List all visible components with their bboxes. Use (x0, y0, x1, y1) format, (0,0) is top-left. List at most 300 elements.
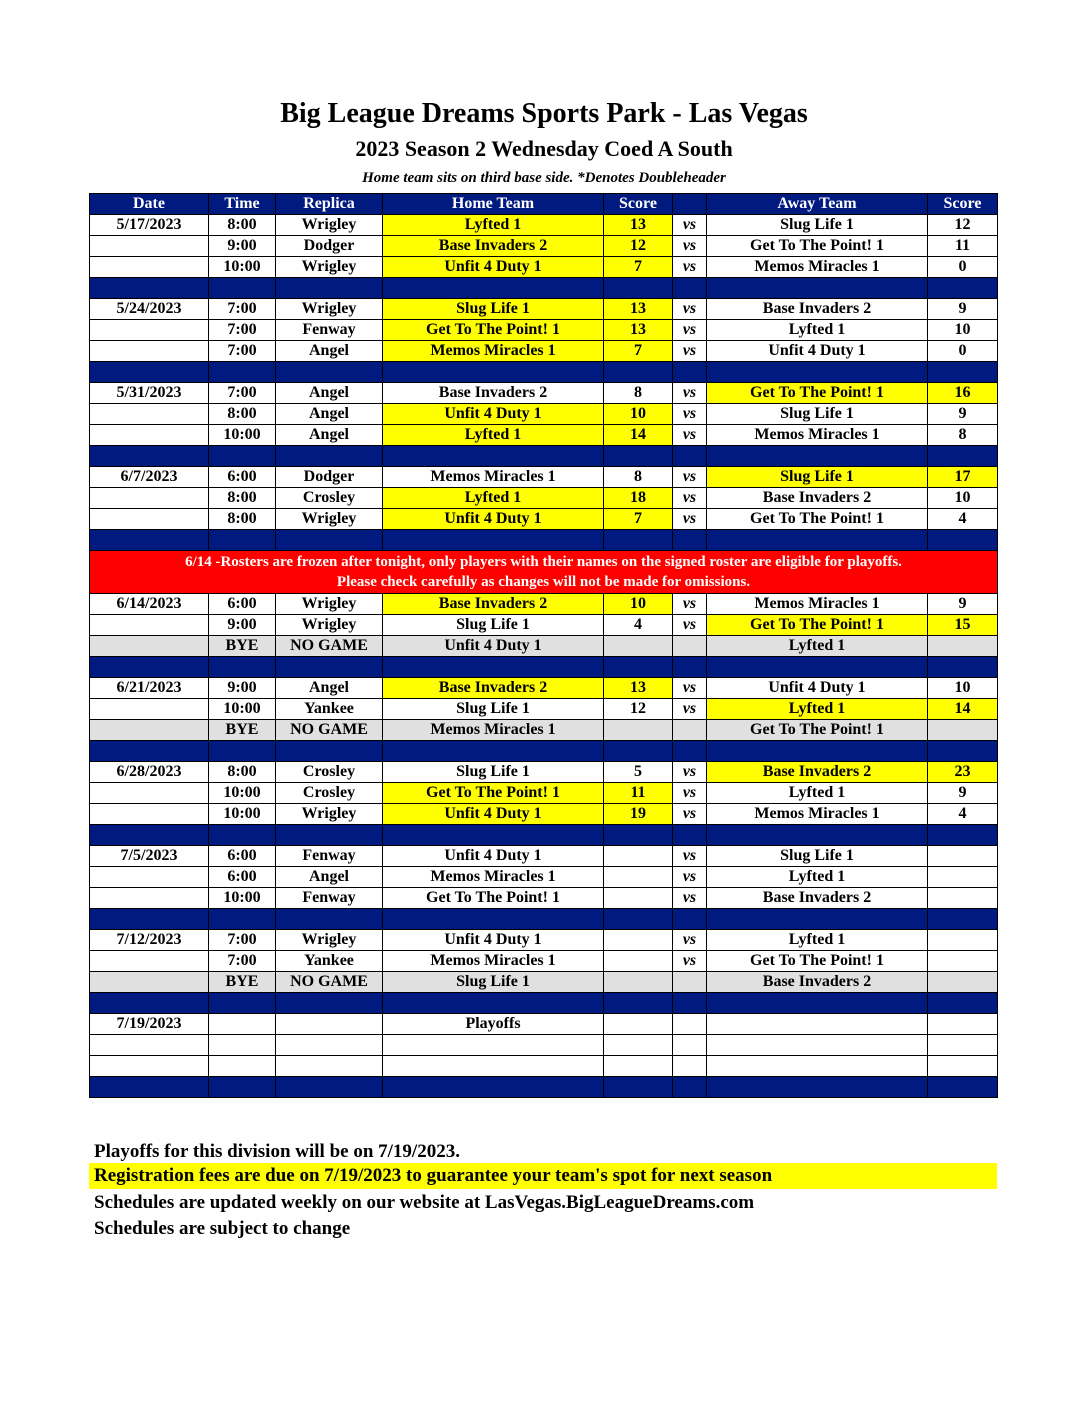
away-score-cell: 11 (928, 236, 998, 257)
separator-cell (276, 362, 383, 383)
separator-cell (383, 909, 604, 930)
away-team-cell: Memos Miracles 1 (707, 804, 928, 825)
separator-cell (276, 993, 383, 1014)
home-team-cell: Unfit 4 Duty 1 (383, 404, 604, 425)
date-cell (90, 888, 209, 909)
separator-cell (383, 446, 604, 467)
time-cell: 8:00 (209, 762, 276, 783)
home-score-cell: 8 (604, 383, 673, 404)
away-team-cell: Get To The Point! 1 (707, 236, 928, 257)
separator-cell (209, 1077, 276, 1098)
home-team-cell: Get To The Point! 1 (383, 320, 604, 341)
roster-notice (90, 551, 998, 594)
date-cell (90, 488, 209, 509)
away-score-cell: 17 (928, 467, 998, 488)
table-row (90, 509, 998, 530)
home-team-cell: Lyfted 1 (383, 425, 604, 446)
time-cell: 7:00 (209, 930, 276, 951)
separator-cell (673, 362, 707, 383)
home-score-cell (604, 846, 673, 867)
home-score-cell (604, 1035, 673, 1056)
away-team-cell: Slug Life 1 (707, 215, 928, 236)
away-team-cell: Base Invaders 2 (707, 888, 928, 909)
vs-cell: vs (673, 299, 707, 320)
time-cell: 6:00 (209, 867, 276, 888)
time-cell: 6:00 (209, 846, 276, 867)
date-cell: 7/5/2023 (90, 846, 209, 867)
separator-cell (928, 446, 998, 467)
separator-cell (276, 278, 383, 299)
away-team-cell: Memos Miracles 1 (707, 257, 928, 278)
away-team-cell (707, 1014, 928, 1035)
table-row (90, 678, 998, 699)
table-row (90, 467, 998, 488)
home-score-cell: 11 (604, 783, 673, 804)
time-cell: 8:00 (209, 488, 276, 509)
separator-cell (209, 825, 276, 846)
week-separator (90, 909, 998, 930)
separator-cell (673, 278, 707, 299)
table-row (90, 972, 998, 993)
home-score-cell: 19 (604, 804, 673, 825)
separator-cell (673, 993, 707, 1014)
replica-cell: NO GAME (276, 720, 383, 741)
vs-cell (673, 1035, 707, 1056)
away-team-cell: Get To The Point! 1 (707, 615, 928, 636)
separator-cell (276, 657, 383, 678)
footer-registration: Registration fees are due on 7/19/2023 to guarantee your team's spot for next season (89, 1163, 997, 1189)
time-cell: 7:00 (209, 383, 276, 404)
table-row (90, 699, 998, 720)
time-cell: 10:00 (209, 257, 276, 278)
col-time: Time (209, 194, 276, 215)
time-cell: 7:00 (209, 320, 276, 341)
table-row (90, 804, 998, 825)
separator-cell (928, 530, 998, 551)
col-away-score: Score (928, 194, 998, 215)
separator-cell (707, 993, 928, 1014)
separator-cell (604, 657, 673, 678)
table-row (90, 783, 998, 804)
table-row (90, 236, 998, 257)
away-score-cell: 4 (928, 509, 998, 530)
away-score-cell (928, 888, 998, 909)
home-team-cell: Unfit 4 Duty 1 (383, 257, 604, 278)
separator-cell (209, 530, 276, 551)
vs-cell (673, 972, 707, 993)
separator-cell (928, 1077, 998, 1098)
separator-cell (928, 278, 998, 299)
replica-cell: Fenway (276, 846, 383, 867)
date-cell (90, 425, 209, 446)
home-team-cell: Get To The Point! 1 (383, 783, 604, 804)
home-team-cell: Base Invaders 2 (383, 594, 604, 615)
vs-cell: vs (673, 236, 707, 257)
away-team-cell (707, 1035, 928, 1056)
separator-cell (928, 741, 998, 762)
separator-cell (604, 1077, 673, 1098)
away-team-cell: Memos Miracles 1 (707, 425, 928, 446)
away-score-cell: 10 (928, 678, 998, 699)
date-cell (90, 1035, 209, 1056)
replica-cell: Wrigley (276, 615, 383, 636)
away-score-cell (928, 972, 998, 993)
home-score-cell: 13 (604, 320, 673, 341)
away-team-cell: Base Invaders 2 (707, 299, 928, 320)
date-cell: 6/7/2023 (90, 467, 209, 488)
home-score-cell: 18 (604, 488, 673, 509)
table-row (90, 846, 998, 867)
separator-cell (928, 657, 998, 678)
away-score-cell: 10 (928, 320, 998, 341)
week-separator (90, 1077, 998, 1098)
away-score-cell: 16 (928, 383, 998, 404)
separator-cell (276, 1077, 383, 1098)
replica-cell: Wrigley (276, 257, 383, 278)
separator-cell (209, 657, 276, 678)
home-team-cell: Slug Life 1 (383, 615, 604, 636)
home-score-cell: 8 (604, 467, 673, 488)
date-cell (90, 1056, 209, 1077)
separator-cell (383, 741, 604, 762)
replica-cell: Wrigley (276, 509, 383, 530)
home-score-cell: 7 (604, 341, 673, 362)
replica-cell: Angel (276, 425, 383, 446)
separator-cell (90, 1077, 209, 1098)
week-separator (90, 825, 998, 846)
separator-cell (90, 741, 209, 762)
time-cell: 6:00 (209, 594, 276, 615)
time-cell: 6:00 (209, 467, 276, 488)
time-cell: 9:00 (209, 615, 276, 636)
away-team-cell: Unfit 4 Duty 1 (707, 341, 928, 362)
date-cell (90, 636, 209, 657)
separator-cell (673, 741, 707, 762)
separator-cell (707, 1077, 928, 1098)
vs-cell: vs (673, 699, 707, 720)
replica-cell (276, 1014, 383, 1035)
home-team-cell: Memos Miracles 1 (383, 867, 604, 888)
col-replica: Replica (276, 194, 383, 215)
vs-cell: vs (673, 467, 707, 488)
home-team-cell: Unfit 4 Duty 1 (383, 930, 604, 951)
away-score-cell: 9 (928, 783, 998, 804)
separator-cell (276, 530, 383, 551)
table-row (90, 1056, 998, 1077)
vs-cell: vs (673, 404, 707, 425)
replica-cell: Wrigley (276, 594, 383, 615)
home-score-cell (604, 1056, 673, 1077)
separator-cell (90, 657, 209, 678)
table-row (90, 488, 998, 509)
table-row (90, 215, 998, 236)
replica-cell: Crosley (276, 762, 383, 783)
vs-cell: vs (673, 615, 707, 636)
vs-cell: vs (673, 257, 707, 278)
separator-cell (276, 446, 383, 467)
away-score-cell (928, 720, 998, 741)
time-cell (209, 1014, 276, 1035)
time-cell: 8:00 (209, 215, 276, 236)
home-score-cell: 5 (604, 762, 673, 783)
away-team-cell: Slug Life 1 (707, 846, 928, 867)
replica-cell: Dodger (276, 467, 383, 488)
week-separator (90, 657, 998, 678)
table-row (90, 888, 998, 909)
separator-cell (90, 530, 209, 551)
separator-cell (673, 1077, 707, 1098)
away-score-cell: 14 (928, 699, 998, 720)
home-score-cell: 13 (604, 678, 673, 699)
replica-cell: Wrigley (276, 299, 383, 320)
separator-cell (707, 825, 928, 846)
replica-cell: Yankee (276, 951, 383, 972)
table-row (90, 320, 998, 341)
home-team-cell (383, 1056, 604, 1077)
away-score-cell (928, 1014, 998, 1035)
week-separator (90, 530, 998, 551)
home-team-cell: Slug Life 1 (383, 762, 604, 783)
separator-cell (209, 993, 276, 1014)
replica-cell (276, 1035, 383, 1056)
away-score-cell (928, 951, 998, 972)
time-cell: BYE (209, 720, 276, 741)
week-separator (90, 446, 998, 467)
col-date: Date (90, 194, 209, 215)
date-cell (90, 720, 209, 741)
footer-change-notice: Schedules are subject to change (94, 1218, 351, 1239)
notice-line-2: Please check carefully as changes will not be made for omissions. (336, 574, 751, 590)
replica-cell: Angel (276, 678, 383, 699)
table-row (90, 257, 998, 278)
vs-cell: vs (673, 341, 707, 362)
home-team-cell: Lyfted 1 (383, 488, 604, 509)
vs-cell: vs (673, 951, 707, 972)
replica-cell: Yankee (276, 699, 383, 720)
home-score-cell: 12 (604, 699, 673, 720)
separator-cell (90, 278, 209, 299)
week-separator (90, 278, 998, 299)
away-score-cell (928, 1056, 998, 1077)
away-score-cell: 0 (928, 341, 998, 362)
vs-cell: vs (673, 509, 707, 530)
replica-cell: Angel (276, 867, 383, 888)
separator-cell (383, 278, 604, 299)
separator-cell (276, 825, 383, 846)
table-header-row (90, 194, 998, 215)
away-score-cell: 9 (928, 299, 998, 320)
vs-cell: vs (673, 888, 707, 909)
replica-cell: Wrigley (276, 804, 383, 825)
away-team-cell: Lyfted 1 (707, 930, 928, 951)
separator-cell (707, 530, 928, 551)
vs-cell (673, 720, 707, 741)
home-score-cell: 12 (604, 236, 673, 257)
vs-cell: vs (673, 594, 707, 615)
home-team-cell: Base Invaders 2 (383, 236, 604, 257)
week-separator (90, 362, 998, 383)
away-score-cell: 0 (928, 257, 998, 278)
separator-cell (604, 825, 673, 846)
home-score-cell (604, 972, 673, 993)
separator-cell (604, 362, 673, 383)
time-cell: BYE (209, 636, 276, 657)
away-team-cell: Get To The Point! 1 (707, 720, 928, 741)
col-away-team: Away Team (707, 194, 928, 215)
separator-cell (90, 993, 209, 1014)
date-cell: 6/14/2023 (90, 594, 209, 615)
time-cell: 9:00 (209, 236, 276, 257)
separator-cell (383, 1077, 604, 1098)
table-row (90, 615, 998, 636)
separator-cell (707, 909, 928, 930)
separator-cell (707, 278, 928, 299)
table-row (90, 299, 998, 320)
time-cell: 7:00 (209, 341, 276, 362)
replica-cell: Angel (276, 341, 383, 362)
replica-cell: Angel (276, 404, 383, 425)
time-cell: 10:00 (209, 425, 276, 446)
separator-cell (90, 909, 209, 930)
separator-cell (90, 825, 209, 846)
vs-cell: vs (673, 215, 707, 236)
table-row (90, 1035, 998, 1056)
separator-cell (707, 362, 928, 383)
home-score-cell: 7 (604, 509, 673, 530)
vs-cell (673, 1056, 707, 1077)
date-cell (90, 320, 209, 341)
vs-cell (673, 1014, 707, 1035)
away-score-cell: 12 (928, 215, 998, 236)
home-team-cell: Memos Miracles 1 (383, 467, 604, 488)
time-cell: 9:00 (209, 678, 276, 699)
table-row (90, 636, 998, 657)
away-team-cell: Base Invaders 2 (707, 488, 928, 509)
away-team-cell: Memos Miracles 1 (707, 594, 928, 615)
home-team-cell: Memos Miracles 1 (383, 951, 604, 972)
time-cell: BYE (209, 972, 276, 993)
time-cell: 10:00 (209, 699, 276, 720)
away-team-cell (707, 1056, 928, 1077)
away-team-cell: Slug Life 1 (707, 404, 928, 425)
date-cell (90, 804, 209, 825)
away-score-cell: 9 (928, 594, 998, 615)
away-score-cell (928, 930, 998, 951)
replica-cell: Dodger (276, 236, 383, 257)
replica-cell: NO GAME (276, 972, 383, 993)
notice-line-1: 6/14 -Rosters are frozen after tonight, only players with their names on the signed roster are eligible for playoffs. (185, 554, 902, 570)
date-cell (90, 867, 209, 888)
separator-cell (209, 446, 276, 467)
time-cell: 10:00 (209, 783, 276, 804)
home-score-cell (604, 636, 673, 657)
vs-cell: vs (673, 425, 707, 446)
home-score-cell: 13 (604, 215, 673, 236)
home-score-cell (604, 867, 673, 888)
date-cell: 6/28/2023 (90, 762, 209, 783)
home-team-cell: Base Invaders 2 (383, 383, 604, 404)
away-team-cell: Lyfted 1 (707, 320, 928, 341)
vs-cell: vs (673, 320, 707, 341)
home-score-cell: 4 (604, 615, 673, 636)
separator-cell (673, 446, 707, 467)
home-team-cell: Memos Miracles 1 (383, 341, 604, 362)
replica-cell: Fenway (276, 320, 383, 341)
away-score-cell (928, 636, 998, 657)
roster-notice-row (90, 551, 998, 594)
table-row (90, 762, 998, 783)
separator-cell (383, 825, 604, 846)
home-team-cell: Lyfted 1 (383, 215, 604, 236)
footer-website: Schedules are updated weekly on our website at LasVegas.BigLeagueDreams.com (94, 1192, 755, 1213)
table-row (90, 341, 998, 362)
week-separator (90, 741, 998, 762)
away-team-cell: Base Invaders 2 (707, 972, 928, 993)
date-cell (90, 699, 209, 720)
col-home-score: Score (604, 194, 673, 215)
table-row (90, 594, 998, 615)
replica-cell: Crosley (276, 488, 383, 509)
separator-cell (383, 530, 604, 551)
col-home-team: Home Team (383, 194, 604, 215)
date-cell (90, 951, 209, 972)
separator-cell (928, 825, 998, 846)
date-cell: 5/31/2023 (90, 383, 209, 404)
away-score-cell (928, 1035, 998, 1056)
time-cell: 10:00 (209, 888, 276, 909)
separator-cell (90, 362, 209, 383)
vs-cell: vs (673, 930, 707, 951)
separator-cell (276, 909, 383, 930)
separator-cell (209, 362, 276, 383)
vs-cell: vs (673, 762, 707, 783)
home-team-cell: Slug Life 1 (383, 699, 604, 720)
home-score-cell: 7 (604, 257, 673, 278)
away-team-cell: Lyfted 1 (707, 867, 928, 888)
home-team-cell: Unfit 4 Duty 1 (383, 636, 604, 657)
time-cell: 7:00 (209, 951, 276, 972)
home-score-cell: 13 (604, 299, 673, 320)
separator-cell (673, 825, 707, 846)
vs-cell (673, 636, 707, 657)
date-cell (90, 615, 209, 636)
separator-cell (383, 993, 604, 1014)
date-cell (90, 257, 209, 278)
replica-cell: Fenway (276, 888, 383, 909)
date-cell: 7/19/2023 (90, 1014, 209, 1035)
date-cell: 7/12/2023 (90, 930, 209, 951)
away-team-cell: Get To The Point! 1 (707, 509, 928, 530)
replica-cell: NO GAME (276, 636, 383, 657)
separator-cell (604, 530, 673, 551)
away-score-cell: 4 (928, 804, 998, 825)
time-cell (209, 1056, 276, 1077)
table-row (90, 951, 998, 972)
table-row (90, 404, 998, 425)
table-row (90, 930, 998, 951)
week-separator (90, 993, 998, 1014)
home-team-cell (383, 1035, 604, 1056)
date-cell: 5/17/2023 (90, 215, 209, 236)
away-team-cell: Lyfted 1 (707, 699, 928, 720)
away-score-cell: 10 (928, 488, 998, 509)
away-team-cell: Base Invaders 2 (707, 762, 928, 783)
away-team-cell: Get To The Point! 1 (707, 951, 928, 972)
away-team-cell: Get To The Point! 1 (707, 383, 928, 404)
separator-cell (928, 909, 998, 930)
time-cell: 8:00 (209, 404, 276, 425)
home-team-cell: Unfit 4 Duty 1 (383, 804, 604, 825)
